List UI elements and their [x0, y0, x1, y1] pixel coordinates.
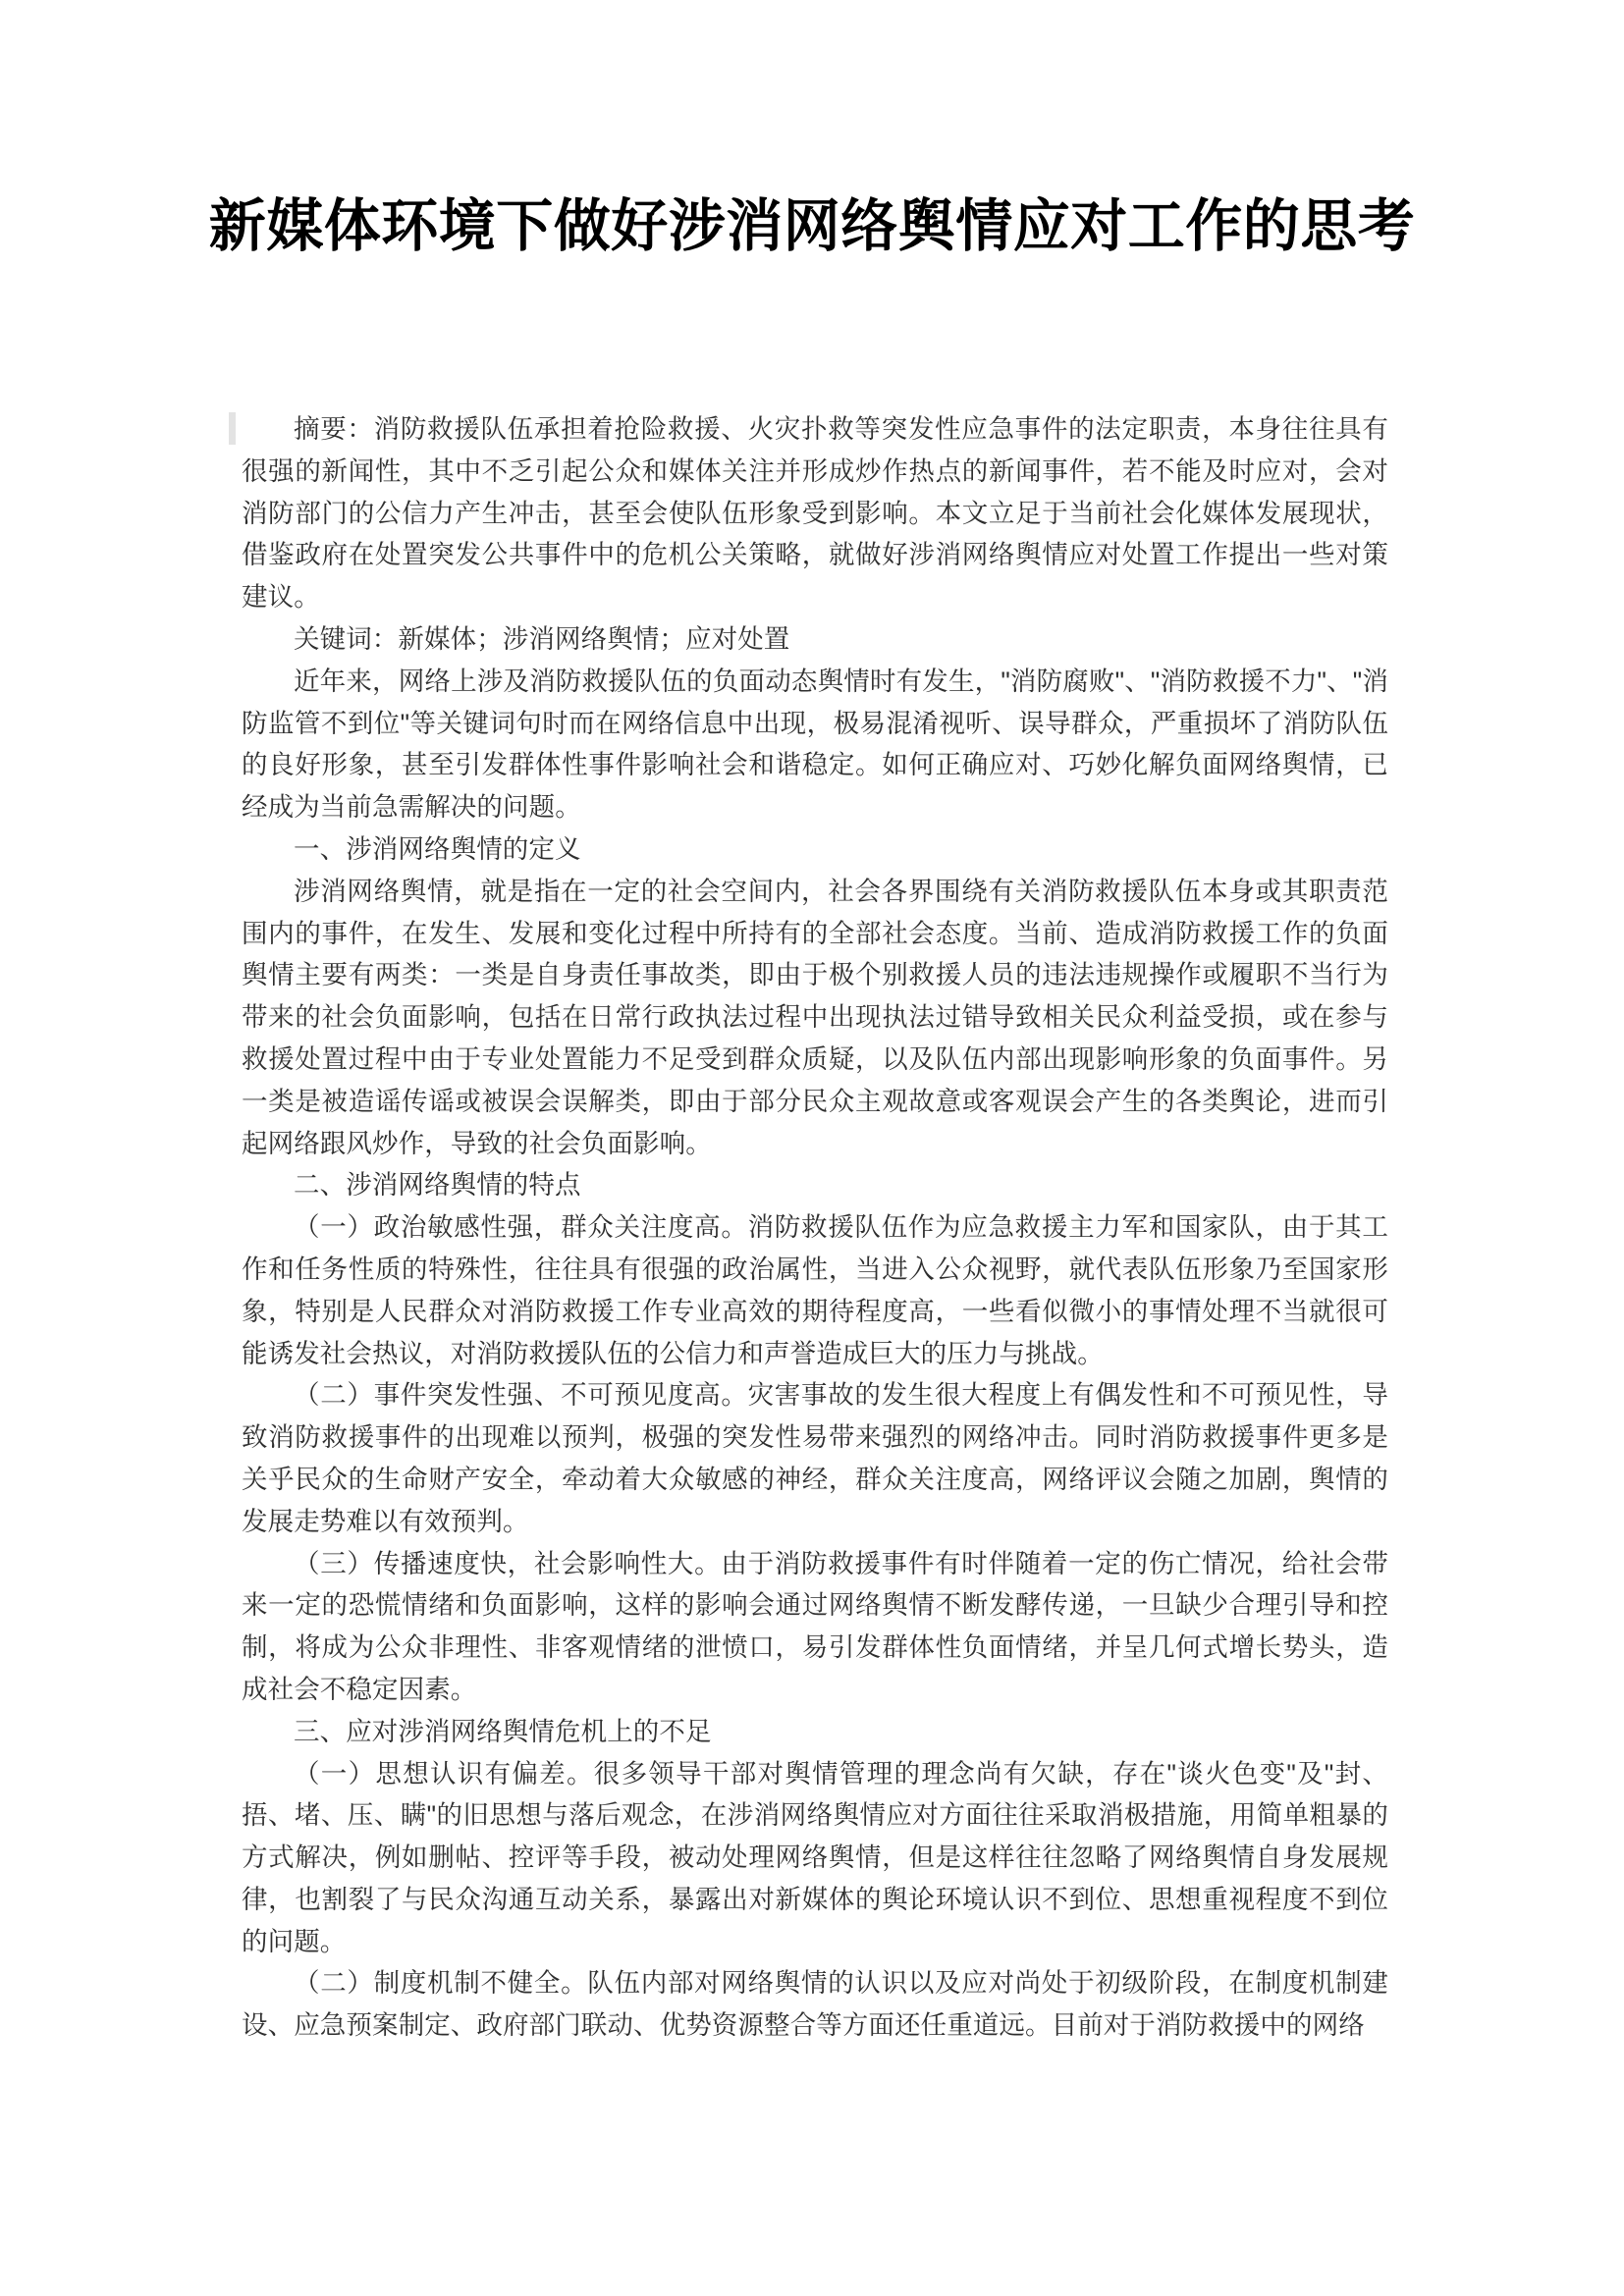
- section-1-body: 涉消网络舆情，就是指在一定的社会空间内，社会各界围绕有关消防救援队伍本身或其职责范围内的事件，在发生、发展和变化过程中所持有的全部社会态度。当前、造成消防救援工作的负面舆情主要有两类：一类是自身责任事故类，即由于极个别救援人员的违法违规操作或履职不当行为带来的社会负面影响，包括在日常行政执法过程中出现执法过错导致相关民众利益受损，或在参与救援处置过程中由于专业处置能力不足受到群众质疑，以及队伍内部出现影响形象的负面事件。另一类是被造谣传谣或被误会误解类，即由于部分民众主观故意或客观误会产生的各类舆论，进而引起网络跟风炒作，导致的社会负面影响。: [242, 876, 1388, 1158]
- document-body: [242, 408, 1388, 2047]
- section-heading-2: 二、涉消网络舆情的特点: [294, 1170, 581, 1201]
- abstract-section: [242, 408, 1388, 618]
- section-heading-3: 三、应对涉消网络舆情危机上的不足: [294, 1716, 712, 1746]
- keywords-paragraph: 关键词：新媒体；涉消网络舆情；应对处置: [294, 623, 790, 654]
- section-2-item-3: （三）传播速度快，社会影响性大。由于消防救援事件有时伴随着一定的伤亡情况，给社会带来一定的恐慌情绪和负面影响，这样的影响会通过网络舆情不断发酵传递，一旦缺少合理引导和控制，将成为公众非理性、非客观情绪的泄愤口，易引发群体性负面情绪，并呈几何式增长势头，造成社会不稳定因素。: [242, 1548, 1388, 1704]
- section-2-item-2: （二）事件突发性强、不可预见度高。灾害事故的发生很大程度上有偶发性和不可预见性，导致消防救援事件的出现难以预判，极强的突发性易带来强烈的网络冲击。同时消防救援事件更多是关乎民众的生命财产安全，牵动着大众敏感的神经，群众关注度高，网络评议会随之加剧，舆情的发展走势难以有效预判。: [242, 1380, 1388, 1536]
- section-2-item-1: （一）政治敏感性强，群众关注度高。消防救援队伍作为应急救援主力军和国家队，由于其工作和任务性质的特殊性，往往具有很强的政治属性，当进入公众视野，就代表队伍形象乃至国家形象，特别是人民群众对消防救援工作专业高效的期待程度高，一些看似微小的事情处理不当就很可能诱发社会热议，对消防救援队伍的公信力和声誉造成巨大的压力与挑战。: [242, 1212, 1388, 1368]
- page-title: 新媒体环境下做好涉消网络舆情应对工作的思考: [208, 194, 1416, 258]
- abstract-paragraph: 摘要：消防救援队伍承担着抢险救援、火灾扑救等突发性应急事件的法定职责，本身往往具有很强的新闻性，其中不乏引起公众和媒体关注并形成炒作热点的新闻事件，若不能及时应对，会对消防部门的公信力产生冲击，甚至会使队伍形象受到影响。本文立足于当前社会化媒体发展现状，借鉴政府在处置突发公共事件中的危机公关策略，就做好涉消网络舆情应对处置工作提出一些对策建议。: [242, 414, 1388, 613]
- section-heading-1: 一、涉消网络舆情的定义: [294, 833, 581, 864]
- section-3-item-2: （二）制度机制不健全。队伍内部对网络舆情的认识以及应对尚处于初级阶段，在制度机制建设、应急预案制定、政府部门联动、优势资源整合等方面还任重道远。目前对于消防救援中的网络: [242, 1968, 1388, 2041]
- section-3-item-1: （一）思想认识有偏差。很多领导干部对舆情管理的理念尚有欠缺，存在"谈火色变"及"封、捂、堵、压、瞒"的旧思想与落后观念，在涉消网络舆情应对方面往往采取消极措施，用简单粗暴的方式解决，例如删帖、控评等手段，被动处理网络舆情，但是这样往往忽略了网络舆情自身发展规律，也割裂了与民众沟通互动关系，暴露出对新媒体的舆论环境认识不到位、思想重视程度不到位的问题。: [242, 1758, 1388, 1956]
- introduction-paragraph: 近年来，网络上涉及消防救援队伍的负面动态舆情时有发生，"消防腐败"、"消防救援不力"、"消防监管不到位"等关键词句时而在网络信息中出现，极易混淆视听、误导群众，严重损坏了消防队伍的良好形象，甚至引发群体性事件影响社会和谐稳定。如何正确应对、巧妙化解负面网络舆情，已经成为当前急需解决的问题。: [242, 666, 1388, 823]
- abstract-accent-bar: [229, 412, 236, 445]
